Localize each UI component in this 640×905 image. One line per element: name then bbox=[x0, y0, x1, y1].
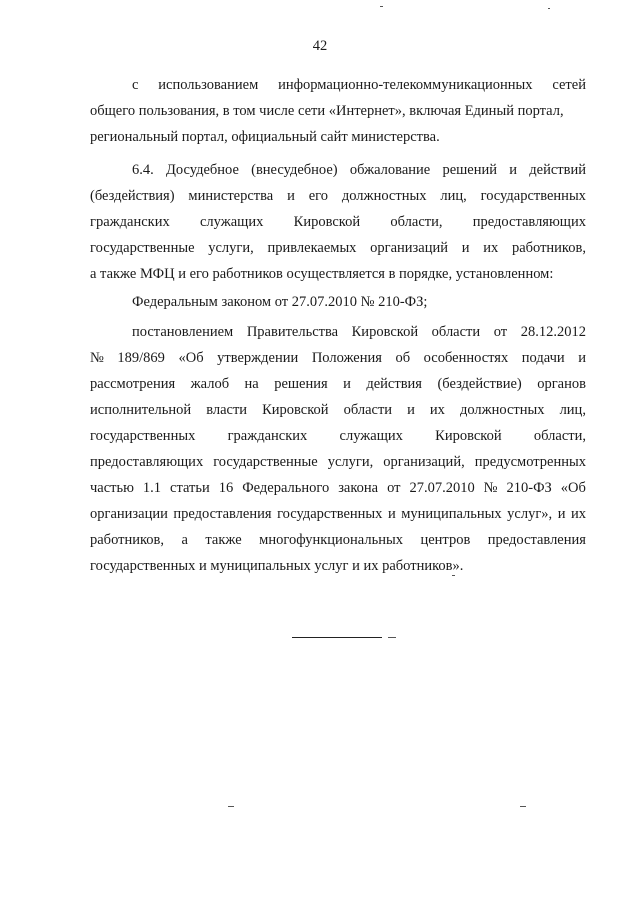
word: министерства bbox=[188, 188, 274, 204]
word: «Об bbox=[178, 350, 204, 366]
word: от bbox=[493, 324, 508, 340]
word: служащих bbox=[339, 428, 403, 444]
word: «Об bbox=[560, 480, 586, 496]
word: гражданских bbox=[90, 214, 170, 230]
word: использованием bbox=[158, 77, 259, 93]
word: и bbox=[461, 240, 470, 256]
text-line: а также МФЦ и его работников осуществляется в порядке, установленном: bbox=[90, 266, 554, 282]
scan-speck bbox=[548, 8, 550, 9]
word: государственных bbox=[277, 506, 383, 522]
word: работников, bbox=[511, 240, 586, 256]
word: № bbox=[90, 350, 104, 366]
word: органов bbox=[537, 376, 586, 392]
word: Кировской bbox=[293, 214, 361, 230]
word: решений bbox=[442, 162, 498, 178]
word: обжалование bbox=[349, 162, 431, 178]
word: решения bbox=[274, 376, 328, 392]
word: информационно-телекоммуникационных bbox=[278, 77, 533, 93]
word: и bbox=[509, 162, 518, 178]
text-line bbox=[132, 160, 586, 180]
word: Федерального bbox=[242, 480, 330, 496]
text-line bbox=[90, 212, 586, 232]
word: также bbox=[205, 532, 242, 548]
text-line bbox=[132, 75, 586, 95]
scan-speck bbox=[520, 806, 526, 807]
word: на bbox=[244, 376, 259, 392]
text-line bbox=[90, 530, 586, 550]
word: должностных bbox=[341, 188, 427, 204]
word: Досудебное bbox=[165, 162, 239, 178]
word: утверждении bbox=[217, 350, 299, 366]
word: 1.1 bbox=[142, 480, 162, 496]
word: организаций bbox=[370, 240, 449, 256]
word: и bbox=[407, 402, 415, 418]
word: власти bbox=[206, 402, 248, 418]
word: 27.07.2010 bbox=[409, 480, 475, 496]
scan-speck bbox=[388, 637, 396, 638]
word: предоставления bbox=[173, 506, 272, 522]
word: их bbox=[570, 506, 586, 522]
text-line bbox=[90, 478, 586, 498]
word: подачи bbox=[521, 350, 565, 366]
word: особенностях bbox=[423, 350, 509, 366]
word: и bbox=[343, 376, 351, 392]
scan-speck bbox=[228, 806, 234, 807]
word: предоставления bbox=[487, 532, 586, 548]
word: с bbox=[132, 77, 139, 93]
word: (бездействие) bbox=[437, 376, 522, 392]
text-line: государственных и муниципальных услуг и их работников». bbox=[90, 558, 464, 574]
word: и bbox=[287, 188, 295, 204]
word: государственных bbox=[90, 428, 196, 444]
text-line bbox=[90, 186, 586, 206]
text-line bbox=[90, 400, 586, 420]
word: 189/869 bbox=[117, 350, 165, 366]
word: действий bbox=[529, 162, 586, 178]
text-line bbox=[90, 504, 586, 524]
word: сетей bbox=[552, 77, 586, 93]
word: гражданских bbox=[227, 428, 308, 444]
word: постановлением bbox=[132, 324, 234, 340]
word: жалоб bbox=[190, 376, 230, 392]
text-line: Федеральным законом от 27.07.2010 № 210-ФЗ; bbox=[132, 294, 428, 310]
word: Кировской bbox=[262, 402, 329, 418]
text-line: региональный портал, официальный сайт министерства. bbox=[90, 129, 440, 145]
word: служащих bbox=[200, 214, 264, 230]
word: 210-ФЗ bbox=[506, 480, 552, 496]
word: их bbox=[483, 240, 499, 256]
word: работников, bbox=[90, 532, 165, 548]
word: государственных bbox=[480, 188, 586, 204]
word: № bbox=[483, 480, 498, 496]
word: их bbox=[429, 402, 445, 418]
text-line: общего пользования, в том числе сети «Интернет», включая Единый портал, bbox=[90, 103, 564, 119]
word: должностных bbox=[459, 402, 545, 418]
text-line bbox=[132, 322, 586, 342]
word: а bbox=[181, 532, 188, 548]
word: (бездействия) bbox=[90, 188, 175, 204]
word: организаций, bbox=[383, 454, 465, 470]
word: исполнительной bbox=[90, 402, 192, 418]
word: многофункциональных bbox=[259, 532, 403, 548]
text-line bbox=[90, 452, 586, 472]
word: Кировской bbox=[435, 428, 502, 444]
word: закона bbox=[338, 480, 379, 496]
scan-speck bbox=[452, 575, 455, 576]
text-line bbox=[90, 238, 586, 258]
word: от bbox=[387, 480, 401, 496]
word: статьи bbox=[170, 480, 210, 496]
word: области, bbox=[390, 214, 443, 230]
word: услуг», bbox=[507, 506, 553, 522]
word: Правительства bbox=[246, 324, 339, 340]
word: действия bbox=[366, 376, 422, 392]
word: Положения bbox=[311, 350, 382, 366]
word: государственные bbox=[90, 240, 195, 256]
word: рассмотрения bbox=[90, 376, 176, 392]
word: и bbox=[578, 350, 586, 366]
word: организации bbox=[90, 506, 168, 522]
word: 6.4. bbox=[132, 162, 154, 178]
word: 16 bbox=[218, 480, 234, 496]
word: области bbox=[431, 324, 481, 340]
word: (внесудебное) bbox=[251, 162, 338, 178]
word: и bbox=[557, 506, 566, 522]
text-line bbox=[90, 374, 586, 394]
word: частью bbox=[90, 480, 134, 496]
word: лиц, bbox=[440, 188, 467, 204]
word: Кировской bbox=[351, 324, 419, 340]
text-line bbox=[90, 426, 586, 446]
word: центров bbox=[420, 532, 471, 548]
word: 28.12.2012 bbox=[520, 324, 586, 340]
word: предоставляющих bbox=[90, 454, 204, 470]
word: и bbox=[387, 506, 396, 522]
scan-speck bbox=[380, 6, 383, 7]
word: его bbox=[308, 188, 328, 204]
word: предоставляющих bbox=[472, 214, 586, 230]
separator-line bbox=[292, 637, 382, 638]
word: привлекаемых bbox=[267, 240, 357, 256]
word: государственные bbox=[213, 454, 318, 470]
word: области, bbox=[533, 428, 586, 444]
word: муниципальных bbox=[401, 506, 502, 522]
word: услуги, bbox=[327, 454, 374, 470]
word: об bbox=[395, 350, 411, 366]
word: услуги, bbox=[208, 240, 254, 256]
word: лиц, bbox=[559, 402, 586, 418]
word: предусмотренных bbox=[474, 454, 586, 470]
word: области bbox=[343, 402, 393, 418]
page-number: 42 bbox=[312, 38, 328, 54]
text-line bbox=[90, 348, 586, 368]
